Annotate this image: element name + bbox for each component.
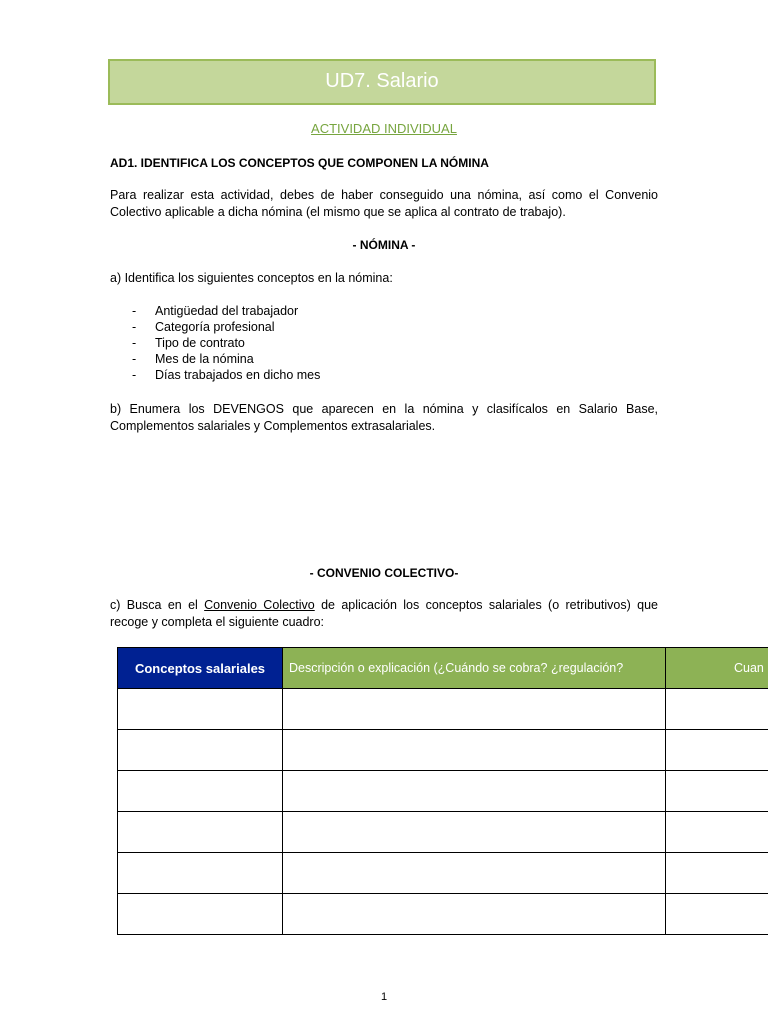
table-cell[interactable] [666,689,768,730]
table-row [118,894,768,935]
table-cell[interactable] [666,894,768,935]
table-row [118,771,768,812]
activity-heading: AD1. IDENTIFICA LOS CONCEPTOS QUE COMPONEN LA NÓMINA [110,156,489,170]
table-cell[interactable] [283,730,666,771]
salary-concepts-table [117,647,768,935]
table-cell[interactable] [283,812,666,853]
table-header-row [118,648,768,689]
table-cell[interactable] [283,771,666,812]
question-c-prefix: c) Busca en el [110,598,205,612]
question-a: a) Identifica los siguientes conceptos en la nómina: [110,271,393,285]
table-cell[interactable] [118,894,283,935]
question-c [110,597,658,631]
table-cell[interactable] [118,853,283,894]
table-cell[interactable] [666,853,768,894]
table-cell[interactable] [283,689,666,730]
table-cell[interactable] [118,771,283,812]
column-header-concepts: Conceptos salariales [118,648,283,689]
question-c-suffix: de aplicación los conceptos salariales (o retributivos) que recoge y completa el siguiente cuadro: [110,598,658,629]
convenio-colectivo-link[interactable]: Convenio Colectivo [204,598,315,612]
table-row [118,853,768,894]
table-cell[interactable] [118,730,283,771]
list-item: - Antigüedad del trabajador [110,303,320,319]
table-cell[interactable] [118,689,283,730]
table-cell[interactable] [666,771,768,812]
table-row [118,730,768,771]
section-convenio-heading: - CONVENIO COLECTIVO- [309,566,459,580]
table-cell[interactable] [666,812,768,853]
question-b: b) Enumera los DEVENGOS que aparecen en la nómina y clasifícalos en Salario Base, Complementos salariales y Complementos extrasalariales. [110,402,658,433]
column-header-amount: Cuan [666,648,768,689]
table-cell[interactable] [283,853,666,894]
intro-paragraph: Para realizar esta actividad, debes de haber conseguido una nómina, así como el Convenio Colectivo aplicable a dicha nómina (el mismo que se aplica al contrato de trabajo). [110,188,658,219]
list-item: - Mes de la nómina [110,351,320,367]
section-nomina-heading: - NÓMINA - [352,238,416,252]
table-cell[interactable] [118,812,283,853]
table-cell[interactable] [283,894,666,935]
table-cell[interactable] [666,730,768,771]
activity-subtitle: ACTIVIDAD INDIVIDUAL [311,121,457,136]
concepts-list [110,303,320,383]
column-header-description: Descripción o explicación (¿Cuándo se cobra? ¿regulación? [283,648,666,689]
table-row [118,812,768,853]
list-item: - Tipo de contrato [110,335,320,351]
list-item: - Categoría profesional [110,319,320,335]
page-number: 1 [380,991,388,1003]
document-title: UD7. Salario [108,59,656,105]
list-item: - Días trabajados en dicho mes [110,367,320,383]
table-row [118,689,768,730]
